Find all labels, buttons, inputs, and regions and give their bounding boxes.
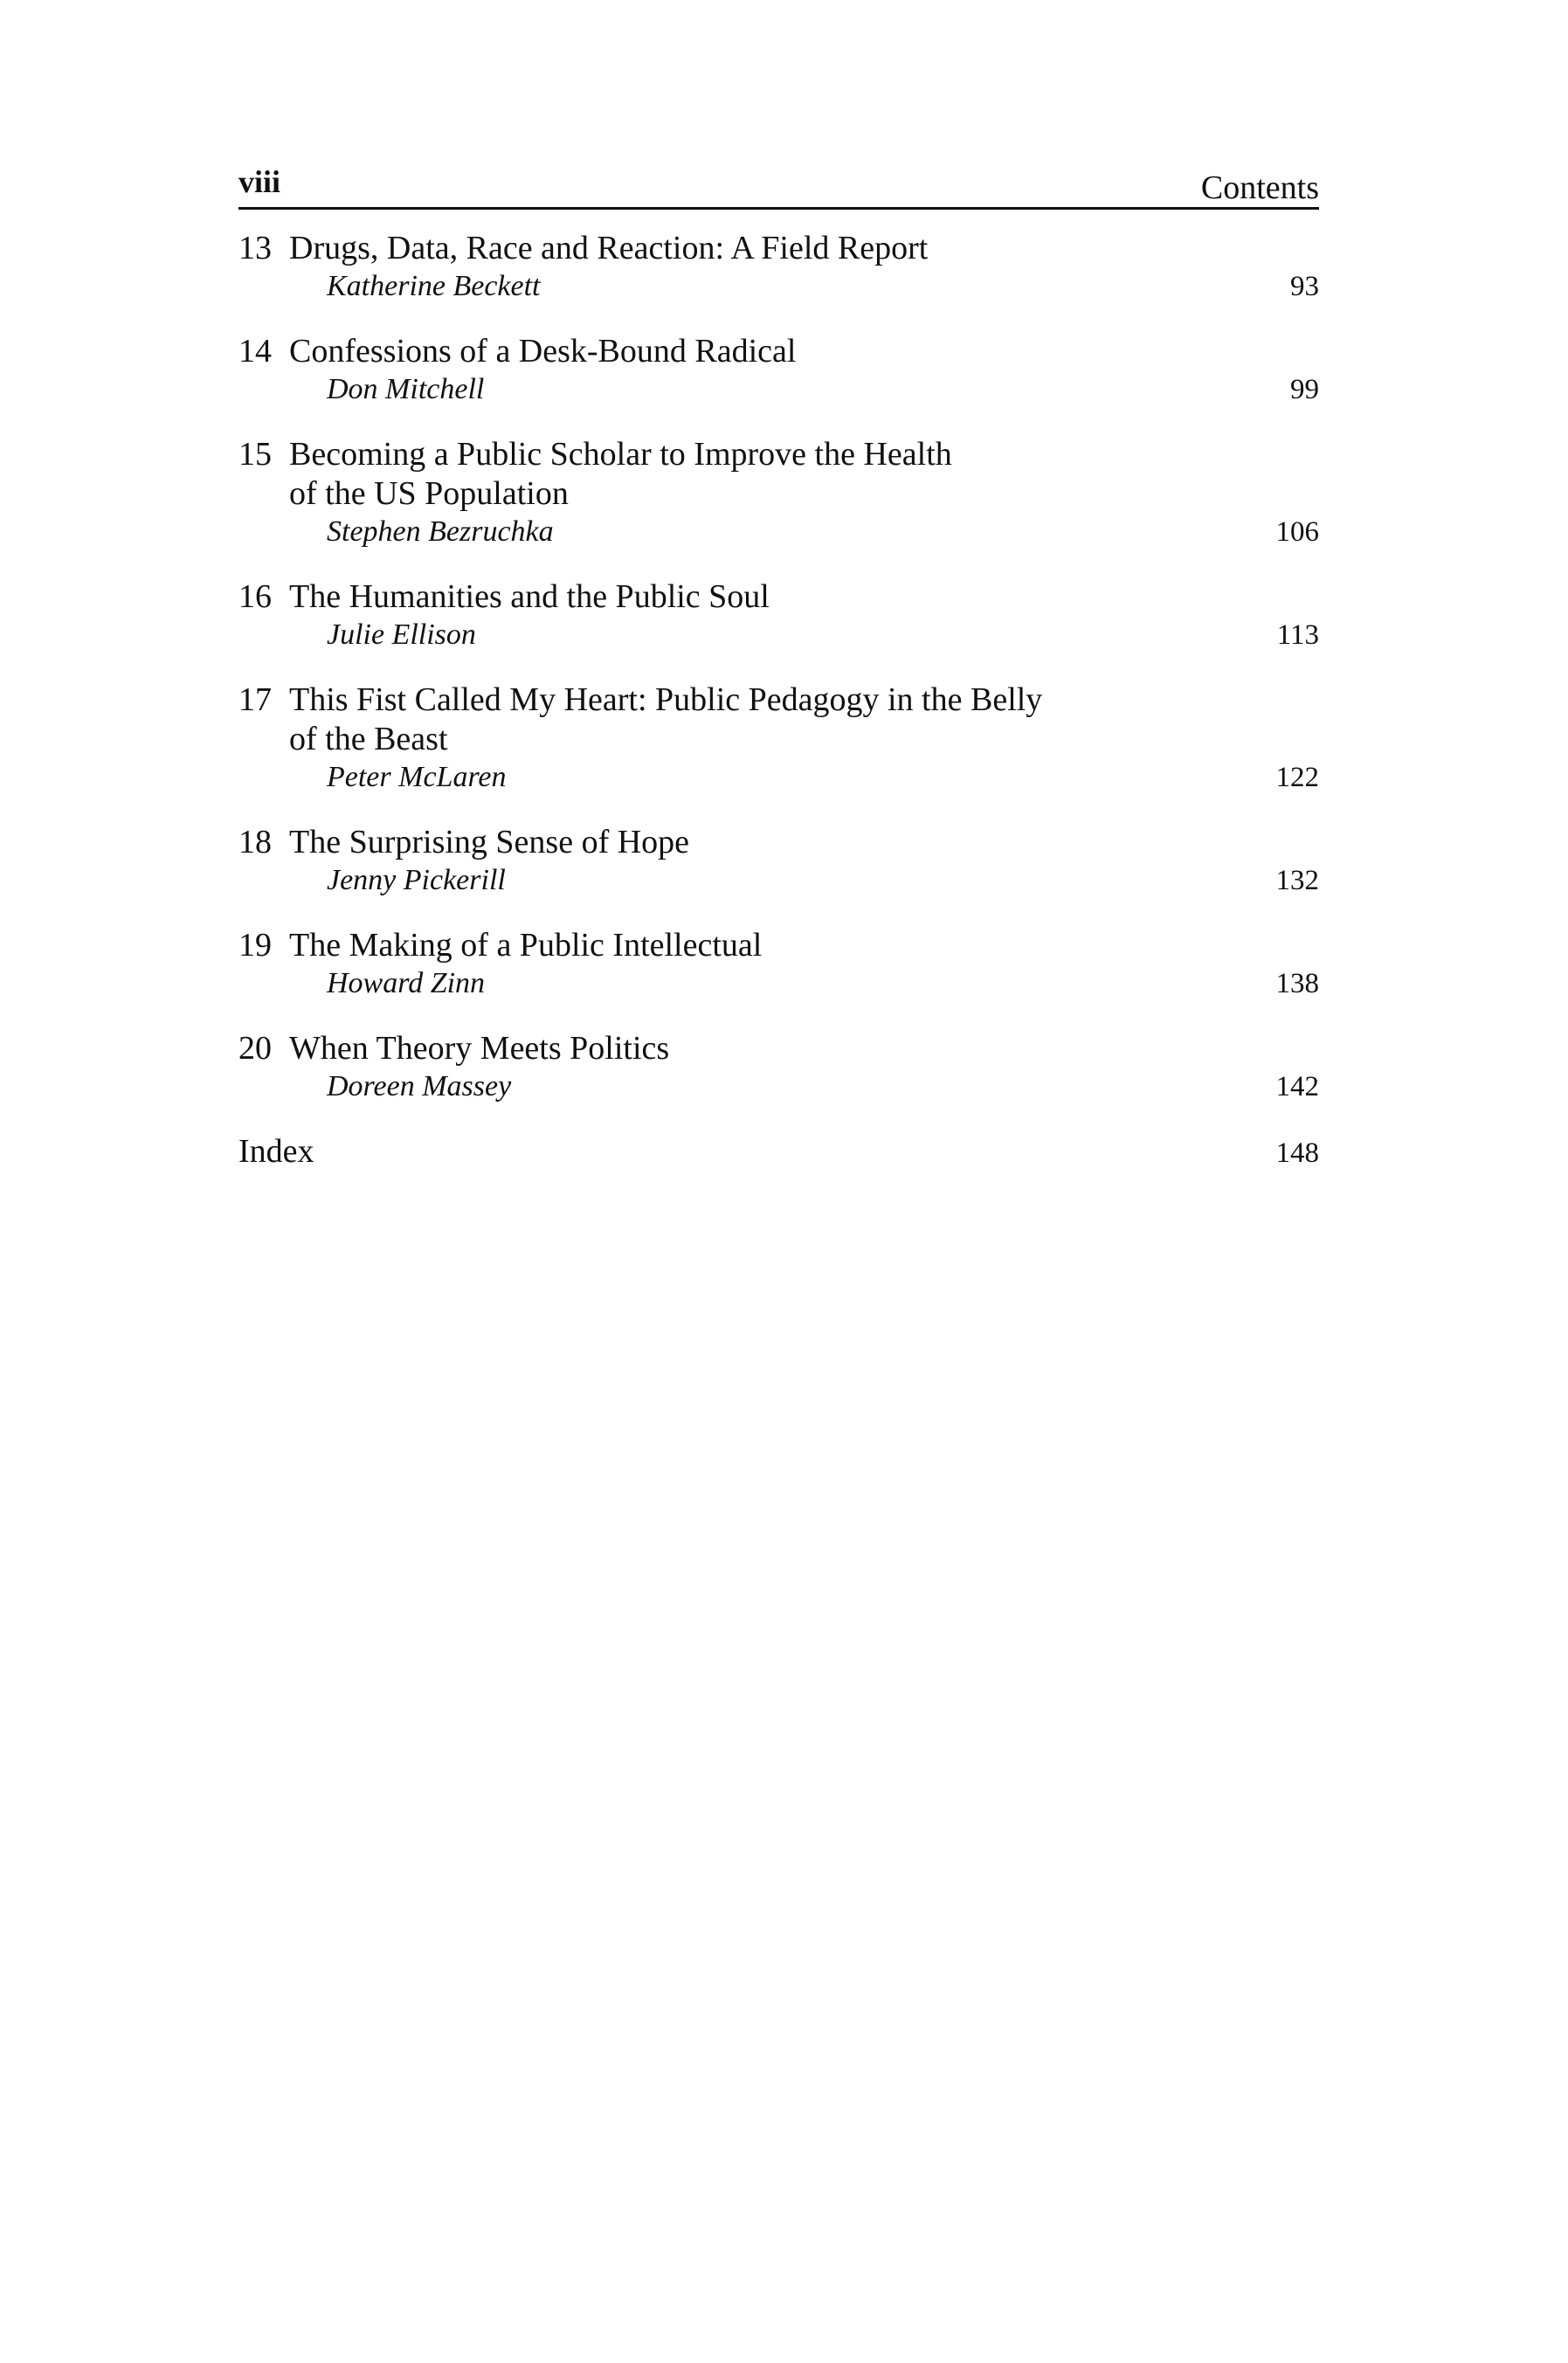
chapter-page: 93 [1290,271,1319,302]
chapter-title: The Making of a Public Intellectual [289,927,763,964]
chapter-number: 16 [238,578,272,615]
toc-entry [238,577,1319,653]
chapter-author: Doreen Massey [327,1070,512,1102]
chapter-number: 17 [238,681,272,718]
toc-entry [238,332,1319,408]
chapter-page: 113 [1276,619,1319,651]
chapter-title: This Fist Called My Heart: Public Pedagogy in the Belly [289,681,1043,718]
chapter-title: Drugs, Data, Race and Reaction: A Field Report [289,230,929,266]
chapter-page: 106 [1275,516,1319,548]
chapter-author: Jenny Pickerill [327,864,506,896]
chapter-author: Don Mitchell [327,373,485,405]
chapter-title: Becoming a Public Scholar to Improve the Health [289,436,952,473]
index-page: 148 [1275,1137,1319,1169]
index-label: Index [238,1133,314,1170]
chapter-title: Confessions of a Desk-Bound Radical [289,333,797,370]
chapter-title-continued: of the US Population [289,475,569,512]
chapter-page: 132 [1275,865,1319,896]
chapter-title-continued: of the Beast [289,721,448,757]
chapter-page: 142 [1275,1071,1319,1102]
toc-entry [238,435,1319,550]
toc-entry [238,1029,1319,1105]
table-of-contents [238,229,1319,1173]
chapter-number: 13 [238,230,272,266]
page-number: viii [238,164,281,199]
toc-entry [238,926,1319,1002]
chapter-author: Howard Zinn [327,967,486,999]
chapter-number: 15 [238,436,272,473]
chapter-page: 122 [1275,762,1319,793]
chapter-title: The Surprising Sense of Hope [289,824,690,860]
index-entry [238,1132,1319,1173]
header-rule [238,207,1319,210]
toc-entry [238,229,1319,305]
running-head: Contents [1200,169,1319,206]
chapter-title: When Theory Meets Politics [289,1030,670,1067]
chapter-page: 99 [1290,374,1319,405]
toc-entry [238,823,1319,899]
chapter-number: 18 [238,824,272,860]
chapter-number: 14 [238,333,272,370]
chapter-number: 20 [238,1030,272,1067]
chapter-page: 138 [1275,968,1319,999]
chapter-author: Peter McLaren [327,761,507,793]
chapter-author: Stephen Bezruchka [327,515,554,548]
chapter-author: Julie Ellison [327,618,476,651]
chapter-author: Katherine Beckett [327,270,541,302]
chapter-title: The Humanities and the Public Soul [289,578,770,615]
toc-entry [238,681,1319,796]
chapter-number: 19 [238,927,272,964]
